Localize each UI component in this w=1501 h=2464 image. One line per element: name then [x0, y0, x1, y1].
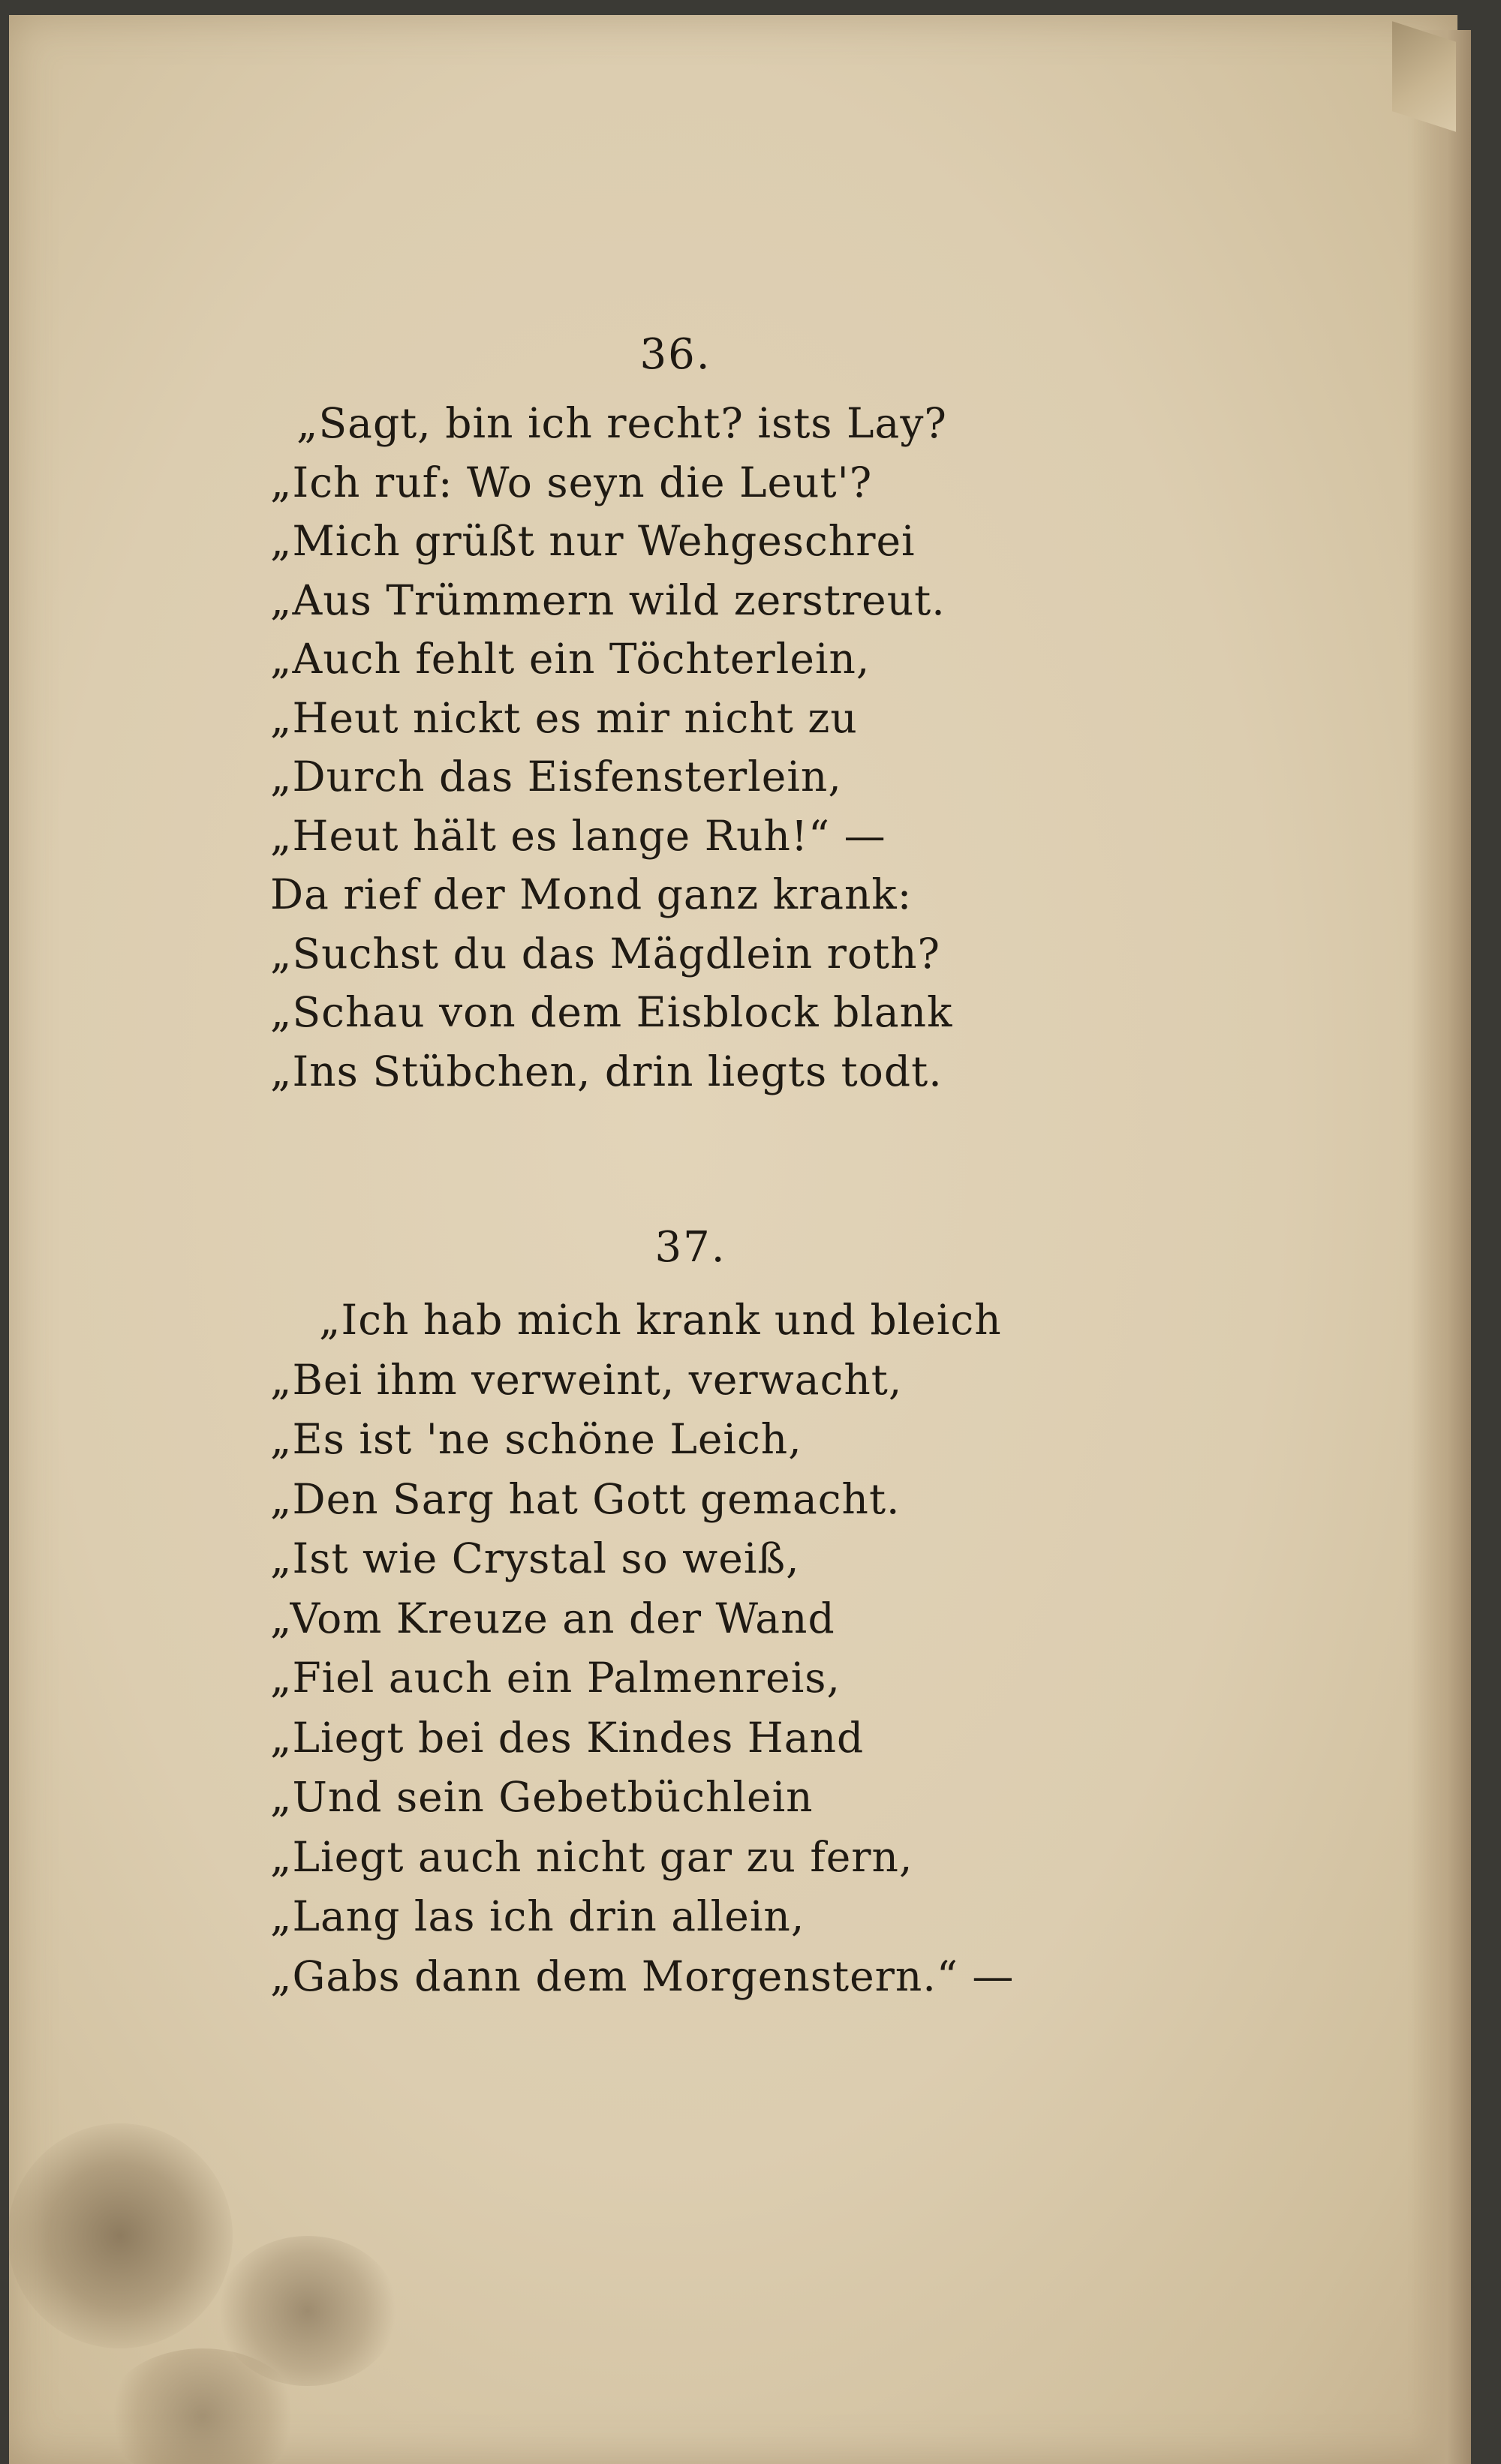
verse-line: „Auch fehlt ein Töchterlein, — [270, 635, 871, 683]
verse-line: „Es ist 'ne schöne Leich, — [270, 1415, 802, 1463]
poem-number: 36. — [639, 330, 711, 379]
verse-line: „Gabs dann dem Morgenstern.“ — — [270, 1952, 1015, 2000]
verse-line: „Fiel auch ein Palmenreis, — [270, 1654, 841, 1702]
verse-line: „Mich grüßt nur Wehgeschrei — [270, 517, 916, 565]
verse-line: „Heut hält es lange Ruh!“ — — [270, 811, 886, 860]
verse-line: „Vom Kreuze an der Wand — [270, 1594, 835, 1642]
verse-line: „Liegt auch nicht gar zu fern, — [270, 1832, 913, 1881]
verse-line: „Sagt, bin ich recht? ists Lay? — [296, 399, 947, 447]
verse-line: „Ich ruf: Wo seyn die Leut'? — [270, 458, 873, 506]
verse-line: „Ist wie Crystal so weiß, — [270, 1534, 800, 1582]
verse-line: „Ich hab mich krank und bleich — [319, 1296, 1002, 1344]
verse-line: „Bei ihm verweint, verwacht, — [270, 1355, 903, 1404]
verse-line: „Lang las ich drin allein, — [270, 1892, 805, 1940]
verse-line: „Liegt bei des Kindes Hand — [270, 1713, 865, 1762]
page-edge-shadow — [1411, 30, 1471, 2464]
verse-line: „Durch das Eisfensterlein, — [270, 753, 842, 801]
verse-line: „Heut nickt es mir nicht zu — [270, 693, 858, 742]
verse-line: „Schau von dem Eisblock blank — [270, 988, 953, 1036]
verse-line: „Suchst du das Mägdlein roth? — [270, 929, 941, 978]
poem-number: 37. — [654, 1223, 726, 1272]
verse-line: „Aus Trümmern wild zerstreut. — [270, 575, 946, 624]
verse-line: „Und sein Gebetbüchlein — [270, 1773, 814, 1821]
verse-line: „Ins Stübchen, drin liegts todt. — [270, 1047, 943, 1095]
verse-line: „Den Sarg hat Gott gemacht. — [270, 1474, 901, 1523]
poem-verse — [270, 394, 952, 1101]
verse-line: Da rief der Mond ganz krank: — [270, 870, 913, 918]
poem-verse — [270, 1291, 1014, 2006]
